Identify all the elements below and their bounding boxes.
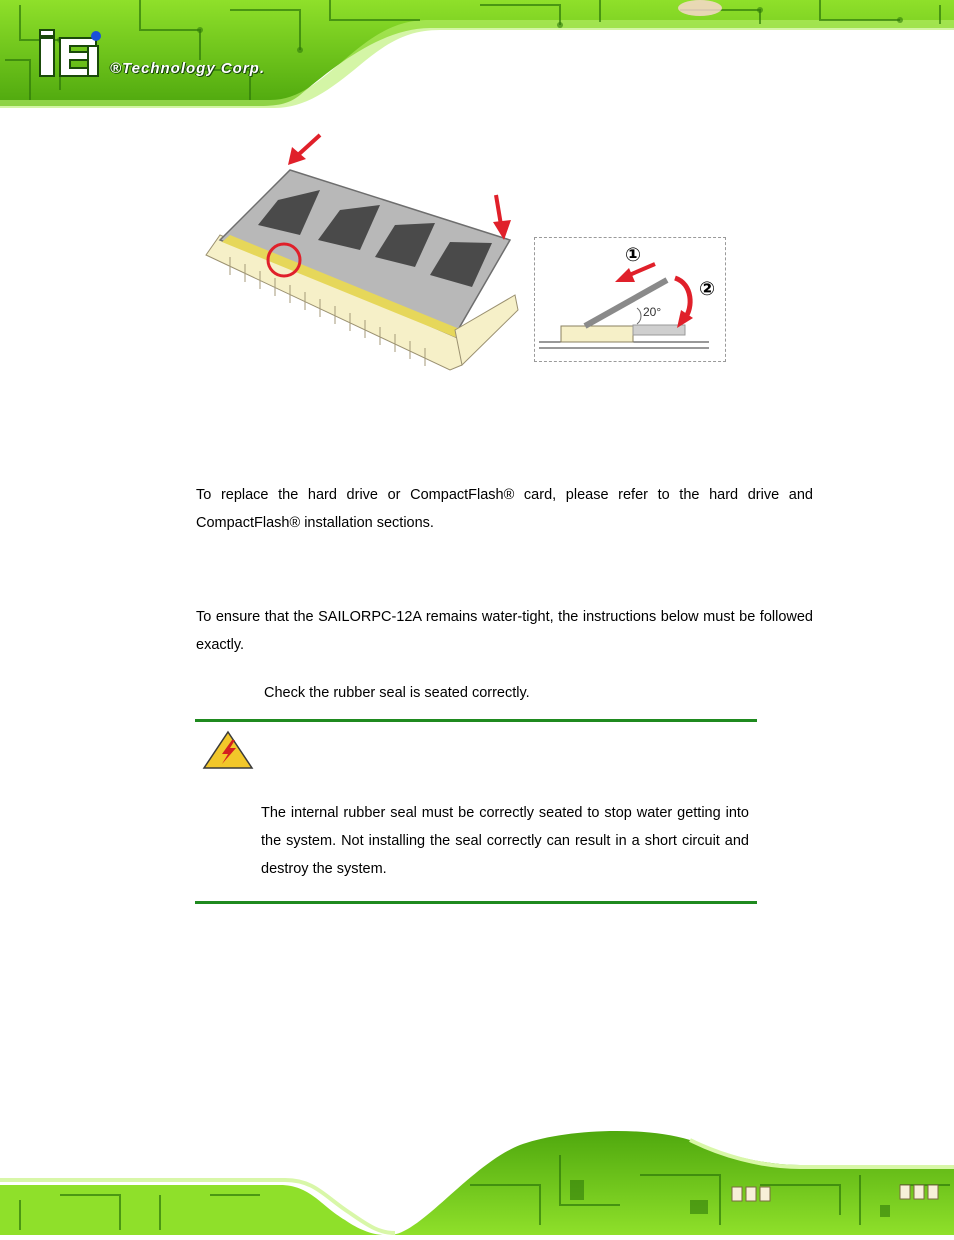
angle-label: 20°: [643, 305, 662, 319]
water-tight-paragraph: To ensure that the SAILORPC-12A remains water-tight, the instructions below must be followed exactly.: [196, 609, 813, 653]
warning-top-rule: [195, 719, 757, 722]
step-two-marker: ②: [699, 279, 716, 300]
warning-icon: [202, 730, 254, 770]
header-banner: [0, 0, 954, 115]
footer-banner: [0, 1125, 954, 1235]
step-text: Check the rubber seal is seated correctly.: [264, 685, 530, 701]
sodimm-installation-figure: [200, 125, 730, 380]
step-one-marker: ①: [625, 245, 642, 266]
warning-message: The internal rubber seal must be correctly seated to stop water getting into the system. Not installing the seal correctly can result in a short circuit and destroy the system.: [261, 805, 749, 877]
company-logo-text: ®Technology Corp.: [110, 60, 265, 77]
insertion-angle-inset: [534, 237, 726, 362]
circuit-board-banner: [0, 0, 954, 115]
replace-drive-paragraph: To replace the hard drive or CompactFlash® card, please refer to the hard drive and CompactFlash® installation sections.: [196, 487, 813, 531]
warning-bottom-rule: [195, 901, 757, 904]
circuit-board-footer: [0, 1125, 954, 1235]
